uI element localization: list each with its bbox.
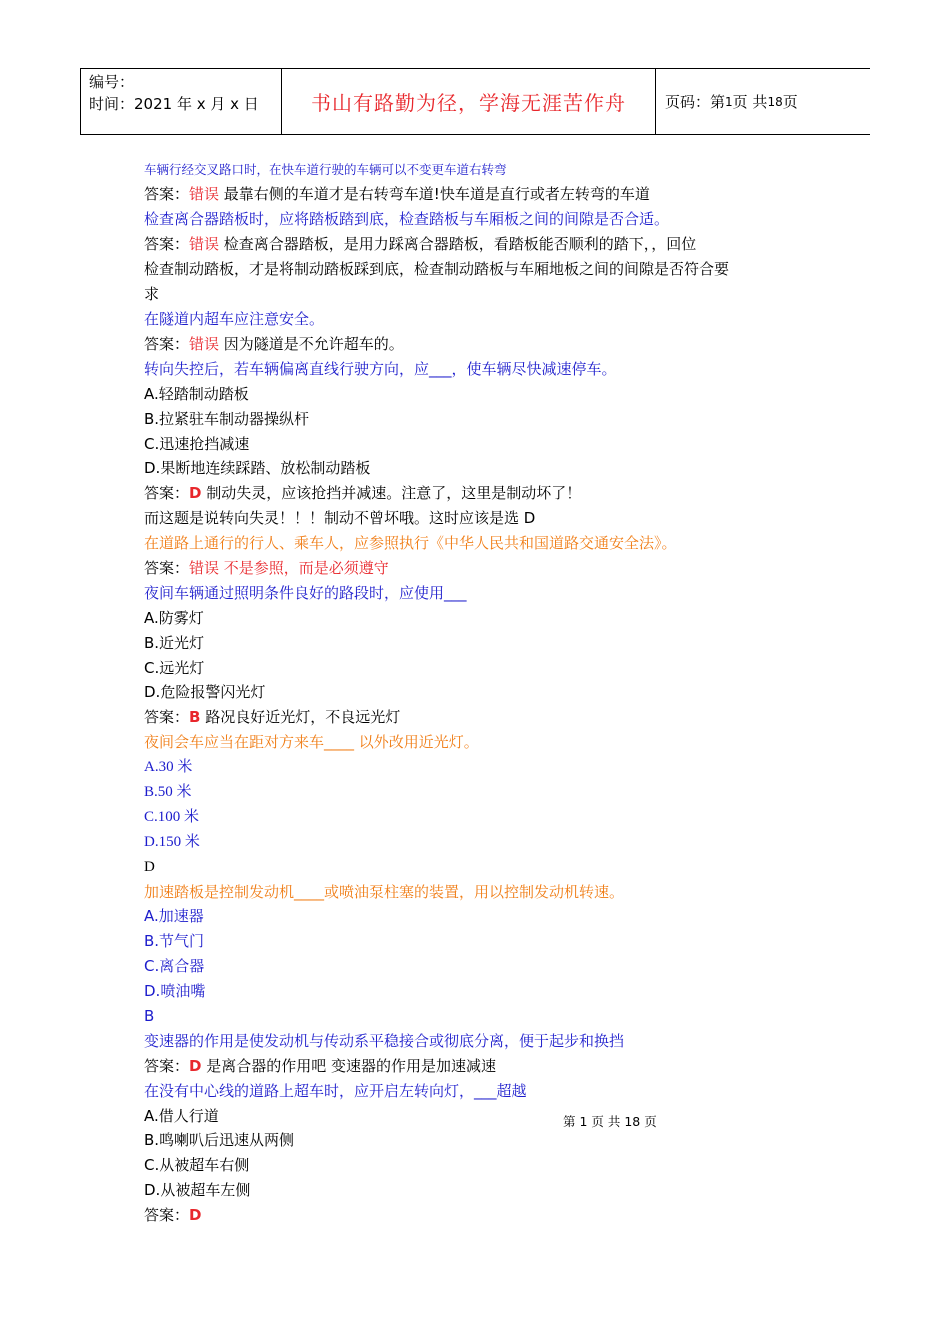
answer-text: 制动失灵，应该抢挡并减速。注意了，这里是制动坏了！ — [201, 484, 582, 502]
answer-line: D — [144, 859, 155, 875]
option-line: B.拉紧驻车制动器操纵杆 — [144, 410, 310, 428]
answer-line — [144, 1203, 201, 1227]
answer-key: D — [189, 1057, 202, 1075]
question-line: 在没有中心线的道路上超车时，应开启左转向灯，___超越 — [144, 1082, 527, 1100]
page-total: 18 — [767, 94, 783, 109]
question-line: 在隧道内超车应注意安全。 — [144, 310, 325, 328]
motto: 书山有路勤为径，学海无涯苦作舟 — [282, 69, 656, 134]
answer-prefix: 答案： — [144, 235, 190, 253]
option-line: B.50 米 — [144, 784, 192, 800]
option-line: D.从被超车左侧 — [144, 1181, 251, 1199]
page-footer: 第 1 页 共 18 页 — [563, 1114, 657, 1129]
answer-line: B — [144, 1007, 155, 1025]
option-line: C.100 米 — [144, 809, 200, 825]
answer-key: B — [189, 708, 201, 726]
answer-text: 不是参照，而是必须遵守 — [219, 559, 389, 577]
answer-prefix: 答案： — [144, 1206, 190, 1224]
answer-line — [144, 232, 696, 256]
option-line: B.近光灯 — [144, 634, 205, 652]
answer-prefix: 答案： — [144, 185, 190, 203]
answer-line — [144, 481, 581, 505]
option-line: A.30 米 — [144, 759, 193, 775]
answer-prefix: 答案： — [144, 484, 190, 502]
explanation-line: 求 — [144, 285, 160, 303]
question-line: 夜间车辆通过照明条件良好的路段时，应使用___ — [144, 584, 467, 602]
answer-key: D — [189, 1206, 202, 1224]
option-line: A.借人行道 — [144, 1107, 219, 1125]
answer-key: 错误 — [189, 235, 220, 253]
answer-prefix: 答案： — [144, 335, 190, 353]
page-number: 1 — [725, 94, 733, 109]
page-mid: 页 共 — [732, 93, 768, 111]
option-line: C.迅速抢挡减速 — [144, 435, 250, 453]
option-line: A.防雾灯 — [144, 609, 204, 627]
page-suffix: 页 — [782, 93, 798, 111]
header-page-info — [656, 69, 871, 134]
answer-line — [144, 332, 404, 356]
answer-key: D — [189, 484, 202, 502]
option-line: C.从被超车右侧 — [144, 1156, 250, 1174]
header-meta — [81, 69, 282, 134]
option-line: D.150 米 — [144, 834, 200, 850]
answer-text: 最靠右侧的车道才是右转弯车道!快车道是直行或者左转弯的车道 — [219, 185, 650, 203]
question-line: 变速器的作用是使发动机与传动系平稳接合或彻底分离，便于起步和换挡 — [144, 1032, 625, 1050]
number-label: 编号： — [89, 73, 135, 91]
answer-key: 错误 — [189, 185, 220, 203]
option-line: D.喷油嘴 — [144, 982, 206, 1000]
answer-text: 是离合器的作用吧 变速器的作用是加速减速 — [201, 1057, 497, 1075]
option-line: D.果断地连续踩踏、放松制动踏板 — [144, 459, 371, 477]
answer-prefix: 答案： — [144, 708, 190, 726]
answer-key: 错误 — [189, 335, 220, 353]
question-line: 检查离合器踏板时，应将踏板踏到底，检查踏板与车厢板之间的间隙是否合适。 — [144, 210, 670, 228]
question-line: 加速踏板是控制发动机____或喷油泵柱塞的装置，用以控制发动机转速。 — [144, 883, 625, 901]
answer-line — [144, 1054, 496, 1078]
answer-line — [144, 556, 389, 580]
option-line: B.鸣喇叭后迅速从两侧 — [144, 1131, 295, 1149]
time-label: 时间：2021 年 x 月 x 日 — [89, 95, 259, 113]
option-line: B.节气门 — [144, 932, 205, 950]
header-table — [80, 68, 870, 135]
option-line: A.轻踏制动踏板 — [144, 385, 249, 403]
option-line: A.加速器 — [144, 907, 204, 925]
answer-line — [144, 705, 400, 729]
answer-prefix: 答案： — [144, 1057, 190, 1075]
answer-text: 因为隧道是不允许超车的。 — [219, 335, 404, 353]
answer-key: 错误 — [189, 559, 220, 577]
answer-text: 检查离合器踏板，是用力踩离合器踏板，看踏板能否顺利的踏下，，回位 — [219, 235, 697, 253]
question-line: 在道路上通行的行人、乘车人，应参照执行《中华人民共和国道路交通安全法》。 — [144, 534, 677, 552]
answer-prefix: 答案： — [144, 559, 190, 577]
explanation-line: 而这题是说转向失灵！！！制动不曾坏哦。这时应该是选 D — [144, 509, 536, 527]
option-line: C.远光灯 — [144, 659, 205, 677]
option-line: D.危险报警闪光灯 — [144, 683, 266, 701]
answer-text: 路况良好近光灯，不良远光灯 — [200, 708, 401, 726]
page-prefix: 页码：第 — [665, 93, 726, 111]
question-line: 转向失控后，若车辆偏离直线行驶方向，应___，使车辆尽快减速停车。 — [144, 360, 617, 378]
question-line: 夜间会车应当在距对方来车____ 以外改用近光灯。 — [144, 733, 479, 751]
option-line: C.离合器 — [144, 957, 205, 975]
explanation-line: 检查制动踏板，才是将制动踏板踩到底，检查制动踏板与车厢地板之间的间隙是否符合要 — [144, 260, 730, 278]
answer-line — [144, 182, 650, 206]
question-line: 车辆行经交叉路口时，在快车道行驶的车辆可以不变更车道右转弯 — [144, 162, 507, 177]
